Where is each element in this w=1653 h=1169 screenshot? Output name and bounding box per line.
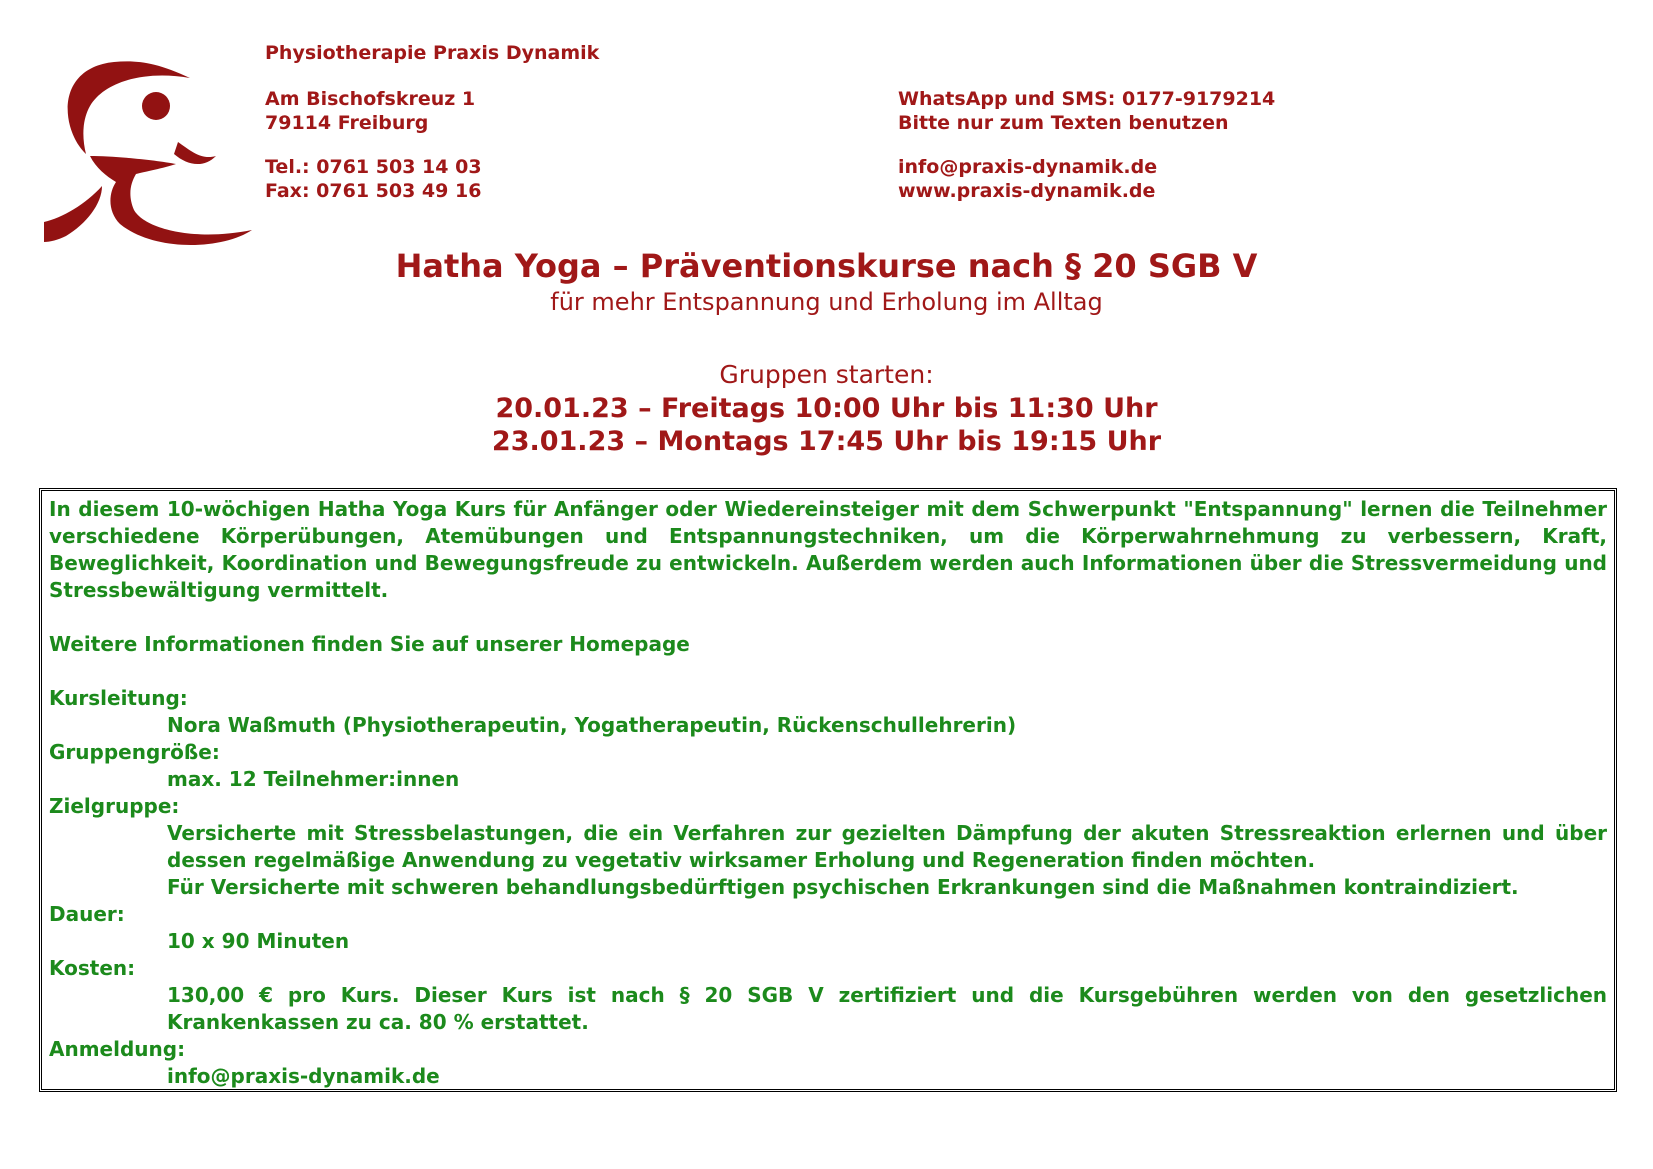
group-start-monday: 23.01.23 – Montags 17:45 Uhr bis 19:15 Uhr	[491, 426, 1162, 457]
duration-value: 10 x 90 Minuten	[167, 929, 350, 953]
course-details-box	[39, 488, 1617, 1092]
practice-address-block	[265, 41, 599, 203]
leader-value: Nora Waßmuth (Physiotherapeutin, Yogatherapeutin, Rückenschullehrerin)	[167, 713, 1017, 737]
target-note: Für Versicherte mit schweren behandlungsbedürftigen psychischen Erkrankungen sind die Maßnahmen kontraindiziert.	[167, 875, 1519, 899]
target-value: Versicherte mit Stressbelastungen, die ein Verfahren zur gezielten Dämpfung der akuten Stressreaktion erlernen und über dessen regelmäßige Anwendung zu vegetativ wirksamer Erholung und Regeneration finden möchten.	[167, 821, 1607, 872]
practice-name: Physiotherapie Praxis Dynamik	[265, 42, 600, 64]
figure-ribbon-logo-icon	[44, 56, 266, 256]
website-link[interactable]: www.praxis-dynamik.de	[898, 180, 1156, 202]
course-title: Hatha Yoga – Präventionskurse nach § 20 SGB V	[395, 247, 1258, 285]
whatsapp-note: Bitte nur zum Texten benutzen	[898, 112, 1229, 134]
groups-heading: Gruppen starten:	[719, 360, 934, 389]
phone: Tel.: 0761 503 14 03	[265, 156, 482, 178]
course-intro: In diesem 10-wöchigen Hatha Yoga Kurs für Anfänger oder Wiedereinsteiger mit dem Schwerpunkt "Entspannung" lernen die Teilnehmer verschiedene Körperübungen, Atemübungen und Entspannungstechniken, um die Körperwahrnehmung zu verbessern, Kraft, Beweglichkeit, Koordination und Bewegungsfreude zu entwickeln. Außerdem werden auch Informationen über die Stressvermeidung und Stressbewältigung vermittelt.	[49, 497, 1607, 602]
street: Am Bischofskreuz 1	[265, 88, 476, 110]
target-label: Zielgruppe:	[49, 794, 180, 818]
size-value: max. 12 Teilnehmer:innen	[167, 767, 460, 791]
contact-block	[898, 87, 1275, 203]
course-title-block	[0, 246, 1653, 458]
cost-value: 130,00 € pro Kurs. Dieser Kurs ist nach § 20 SGB V zertifiziert und die Kursgebühren werden von den gesetzlichen Krankenkassen zu ca. 80 % erstattet.	[167, 983, 1607, 1034]
duration-label: Dauer:	[49, 902, 125, 926]
more-info-text: Weitere Informationen finden Sie auf unserer Homepage	[49, 632, 690, 656]
group-start-friday: 20.01.23 – Freitags 10:00 Uhr bis 11:30 Uhr	[495, 393, 1158, 424]
fax: Fax: 0761 503 49 16	[265, 180, 482, 202]
city: 79114 Freiburg	[265, 112, 429, 134]
signup-label: Anmeldung:	[49, 1037, 186, 1061]
cost-label: Kosten:	[49, 956, 136, 980]
course-subtitle: für mehr Entspannung und Erholung im Alltag	[550, 288, 1103, 316]
signup-email[interactable]: info@praxis-dynamik.de	[167, 1064, 440, 1088]
size-label: Gruppengröße:	[49, 740, 220, 764]
leader-label: Kursleitung:	[49, 686, 188, 710]
email-link[interactable]: info@praxis-dynamik.de	[898, 156, 1158, 178]
whatsapp-number: WhatsApp und SMS: 0177-9179214	[898, 88, 1276, 110]
